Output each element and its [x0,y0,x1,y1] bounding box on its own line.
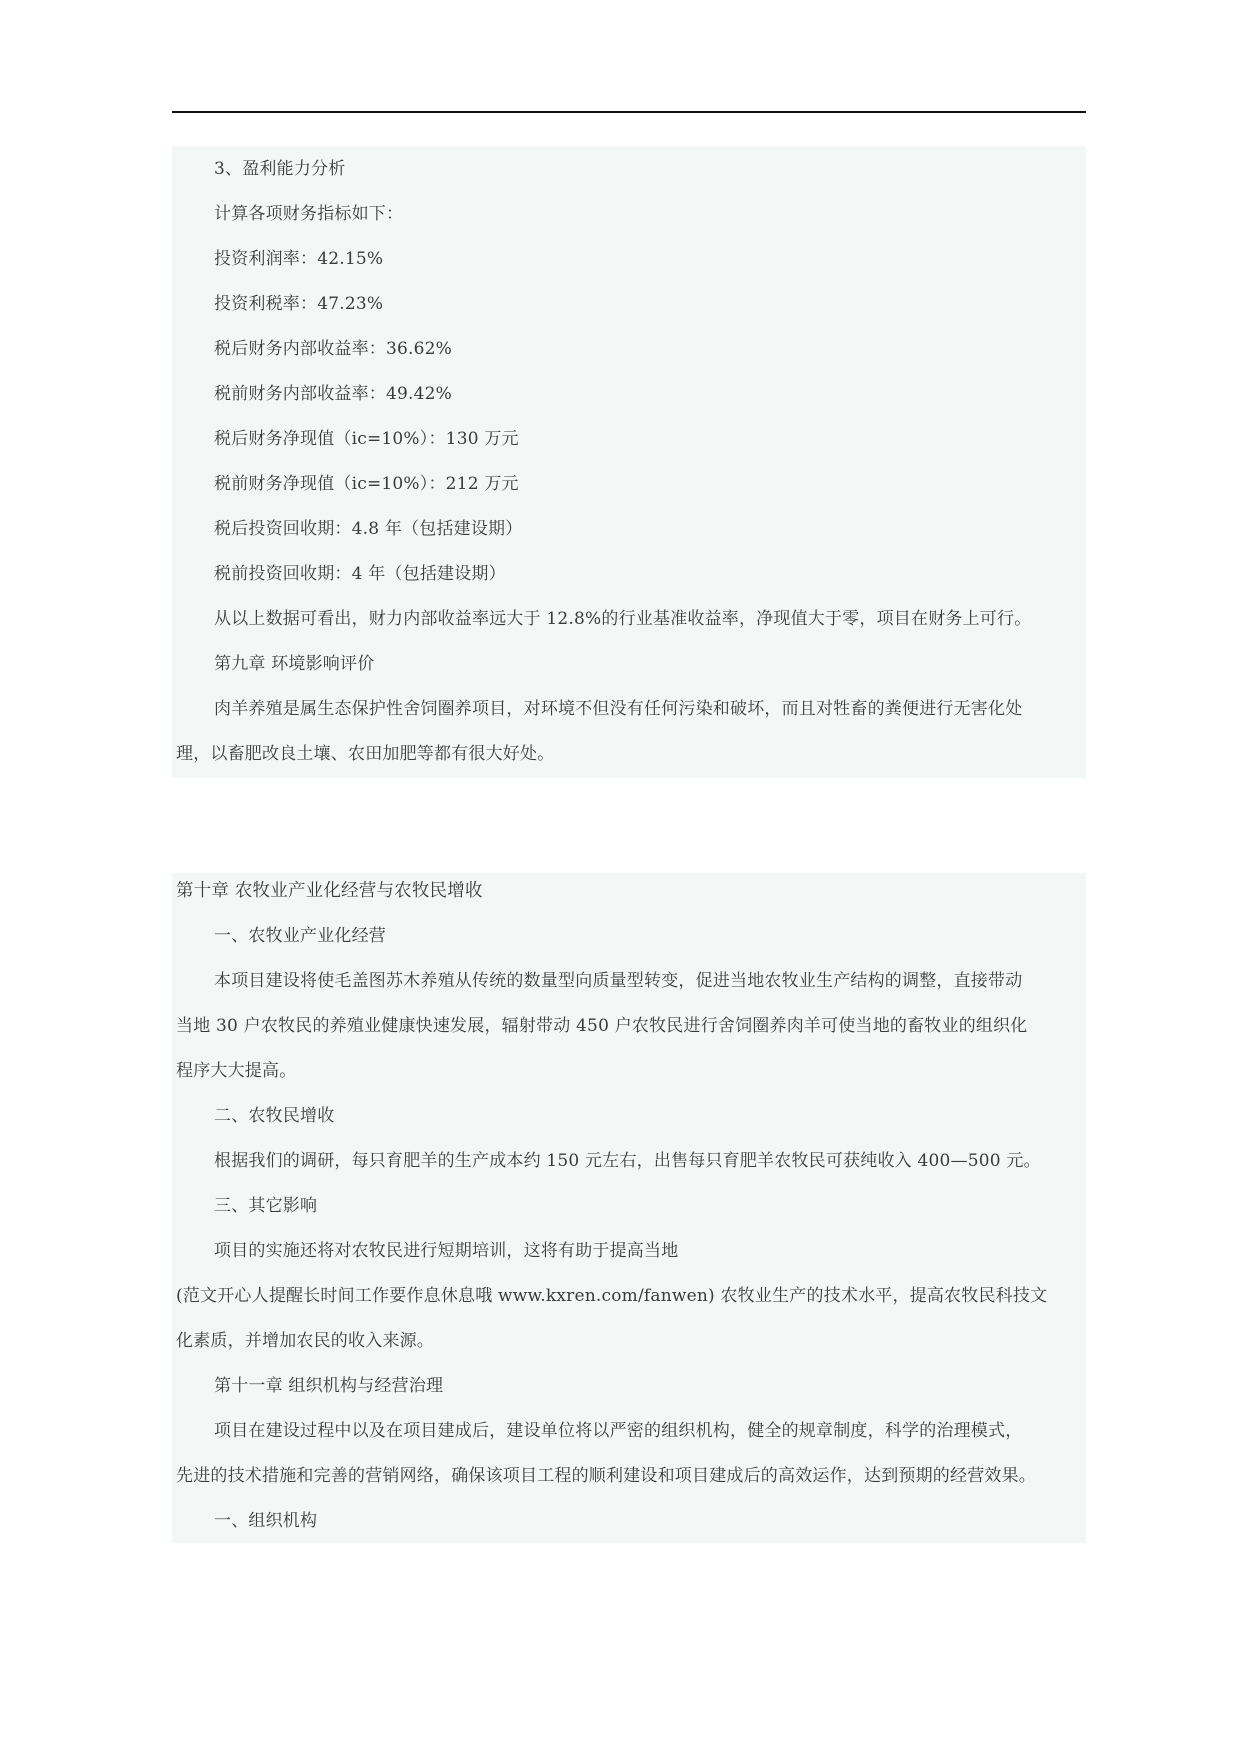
paragraph-line: 当地 30 户农牧民的养殖业健康快速发展，辐射带动 450 户农牧民进行舍饲圈养肉羊可使当地的畜牧业的组织化 [176,1016,1028,1036]
chapter-heading: 第十章 农牧业产业化经营与农牧民增收 [176,881,483,901]
paragraph-line: 根据我们的调研，每只育肥羊的生产成本约 150 元左右，出售每只育肥羊农牧民可获纯收入 400—500 元。 [214,1151,1041,1171]
chapter-heading: 第九章 环境影响评价 [214,654,375,674]
metric-line: 税后财务内部收益率：36.62% [214,339,453,359]
section-heading: 三、其它影响 [214,1196,318,1216]
metric-line: 投资利税率：47.23% [214,294,384,314]
metric-line: 税前财务净现值（ic=10%）：212 万元 [214,474,519,494]
metric-line: 投资利润率：42.15% [214,249,384,269]
paragraph-line: 本项目建设将使毛盖图苏木养殖从传统的数量型向质量型转变，促进当地农牧业生产结构的调整，直接带动 [214,971,1023,991]
paragraph-line: 理，以畜肥改良土壤、农田加肥等都有很大好处。 [176,744,555,764]
paragraph-line: (范文开心人提醒长时间工作要作息休息哦 www.kxren.com/fanwen) 农牧业生产的技术水平，提高农牧民科技文 [176,1286,1048,1306]
metric-line: 税前投资回收期：4 年（包括建设期） [214,564,506,584]
paragraph-line: 肉羊养殖是属生态保护性舍饲圈养项目，对环境不但没有任何污染和破坏，而且对牲畜的粪便进行无害化处 [214,699,1023,719]
paragraph-line: 项目在建设过程中以及在项目建成后，建设单位将以严密的组织机构，健全的规章制度，科学的治理模式， [214,1421,1023,1441]
paragraph-line: 计算各项财务指标如下： [214,204,404,224]
metric-line: 税后财务净现值（ic=10%）：130 万元 [214,429,519,449]
section-heading: 二、农牧民增收 [214,1106,335,1126]
content-block-financial [172,146,1086,778]
paragraph-line: 先进的技术措施和完善的营销网络，确保该项目工程的顺利建设和项目建成后的高效运作，达到预期的经营效果。 [176,1466,1036,1486]
header-rule [172,111,1086,113]
paragraph-line: 程序大大提高。 [176,1061,297,1081]
paragraph-line: 从以上数据可看出，财力内部收益率远大于 12.8%的行业基准收益率，净现值大于零，项目在财务上可行。 [214,609,1032,629]
section-heading: 一、农牧业产业化经营 [214,926,386,946]
section-heading-profitability: 3、盈利能力分析 [214,159,346,179]
metric-line: 税后投资回收期：4.8 年（包括建设期） [214,519,523,539]
metric-line: 税前财务内部收益率：49.42% [214,384,453,404]
section-heading: 一、组织机构 [214,1511,318,1531]
content-block-industrialization [172,873,1086,1543]
paragraph-line: 项目的实施还将对农牧民进行短期培训，这将有助于提高当地 [214,1241,679,1261]
paragraph-line: 化素质，并增加农民的收入来源。 [176,1331,434,1351]
chapter-heading: 第十一章 组织机构与经营治理 [214,1376,444,1396]
